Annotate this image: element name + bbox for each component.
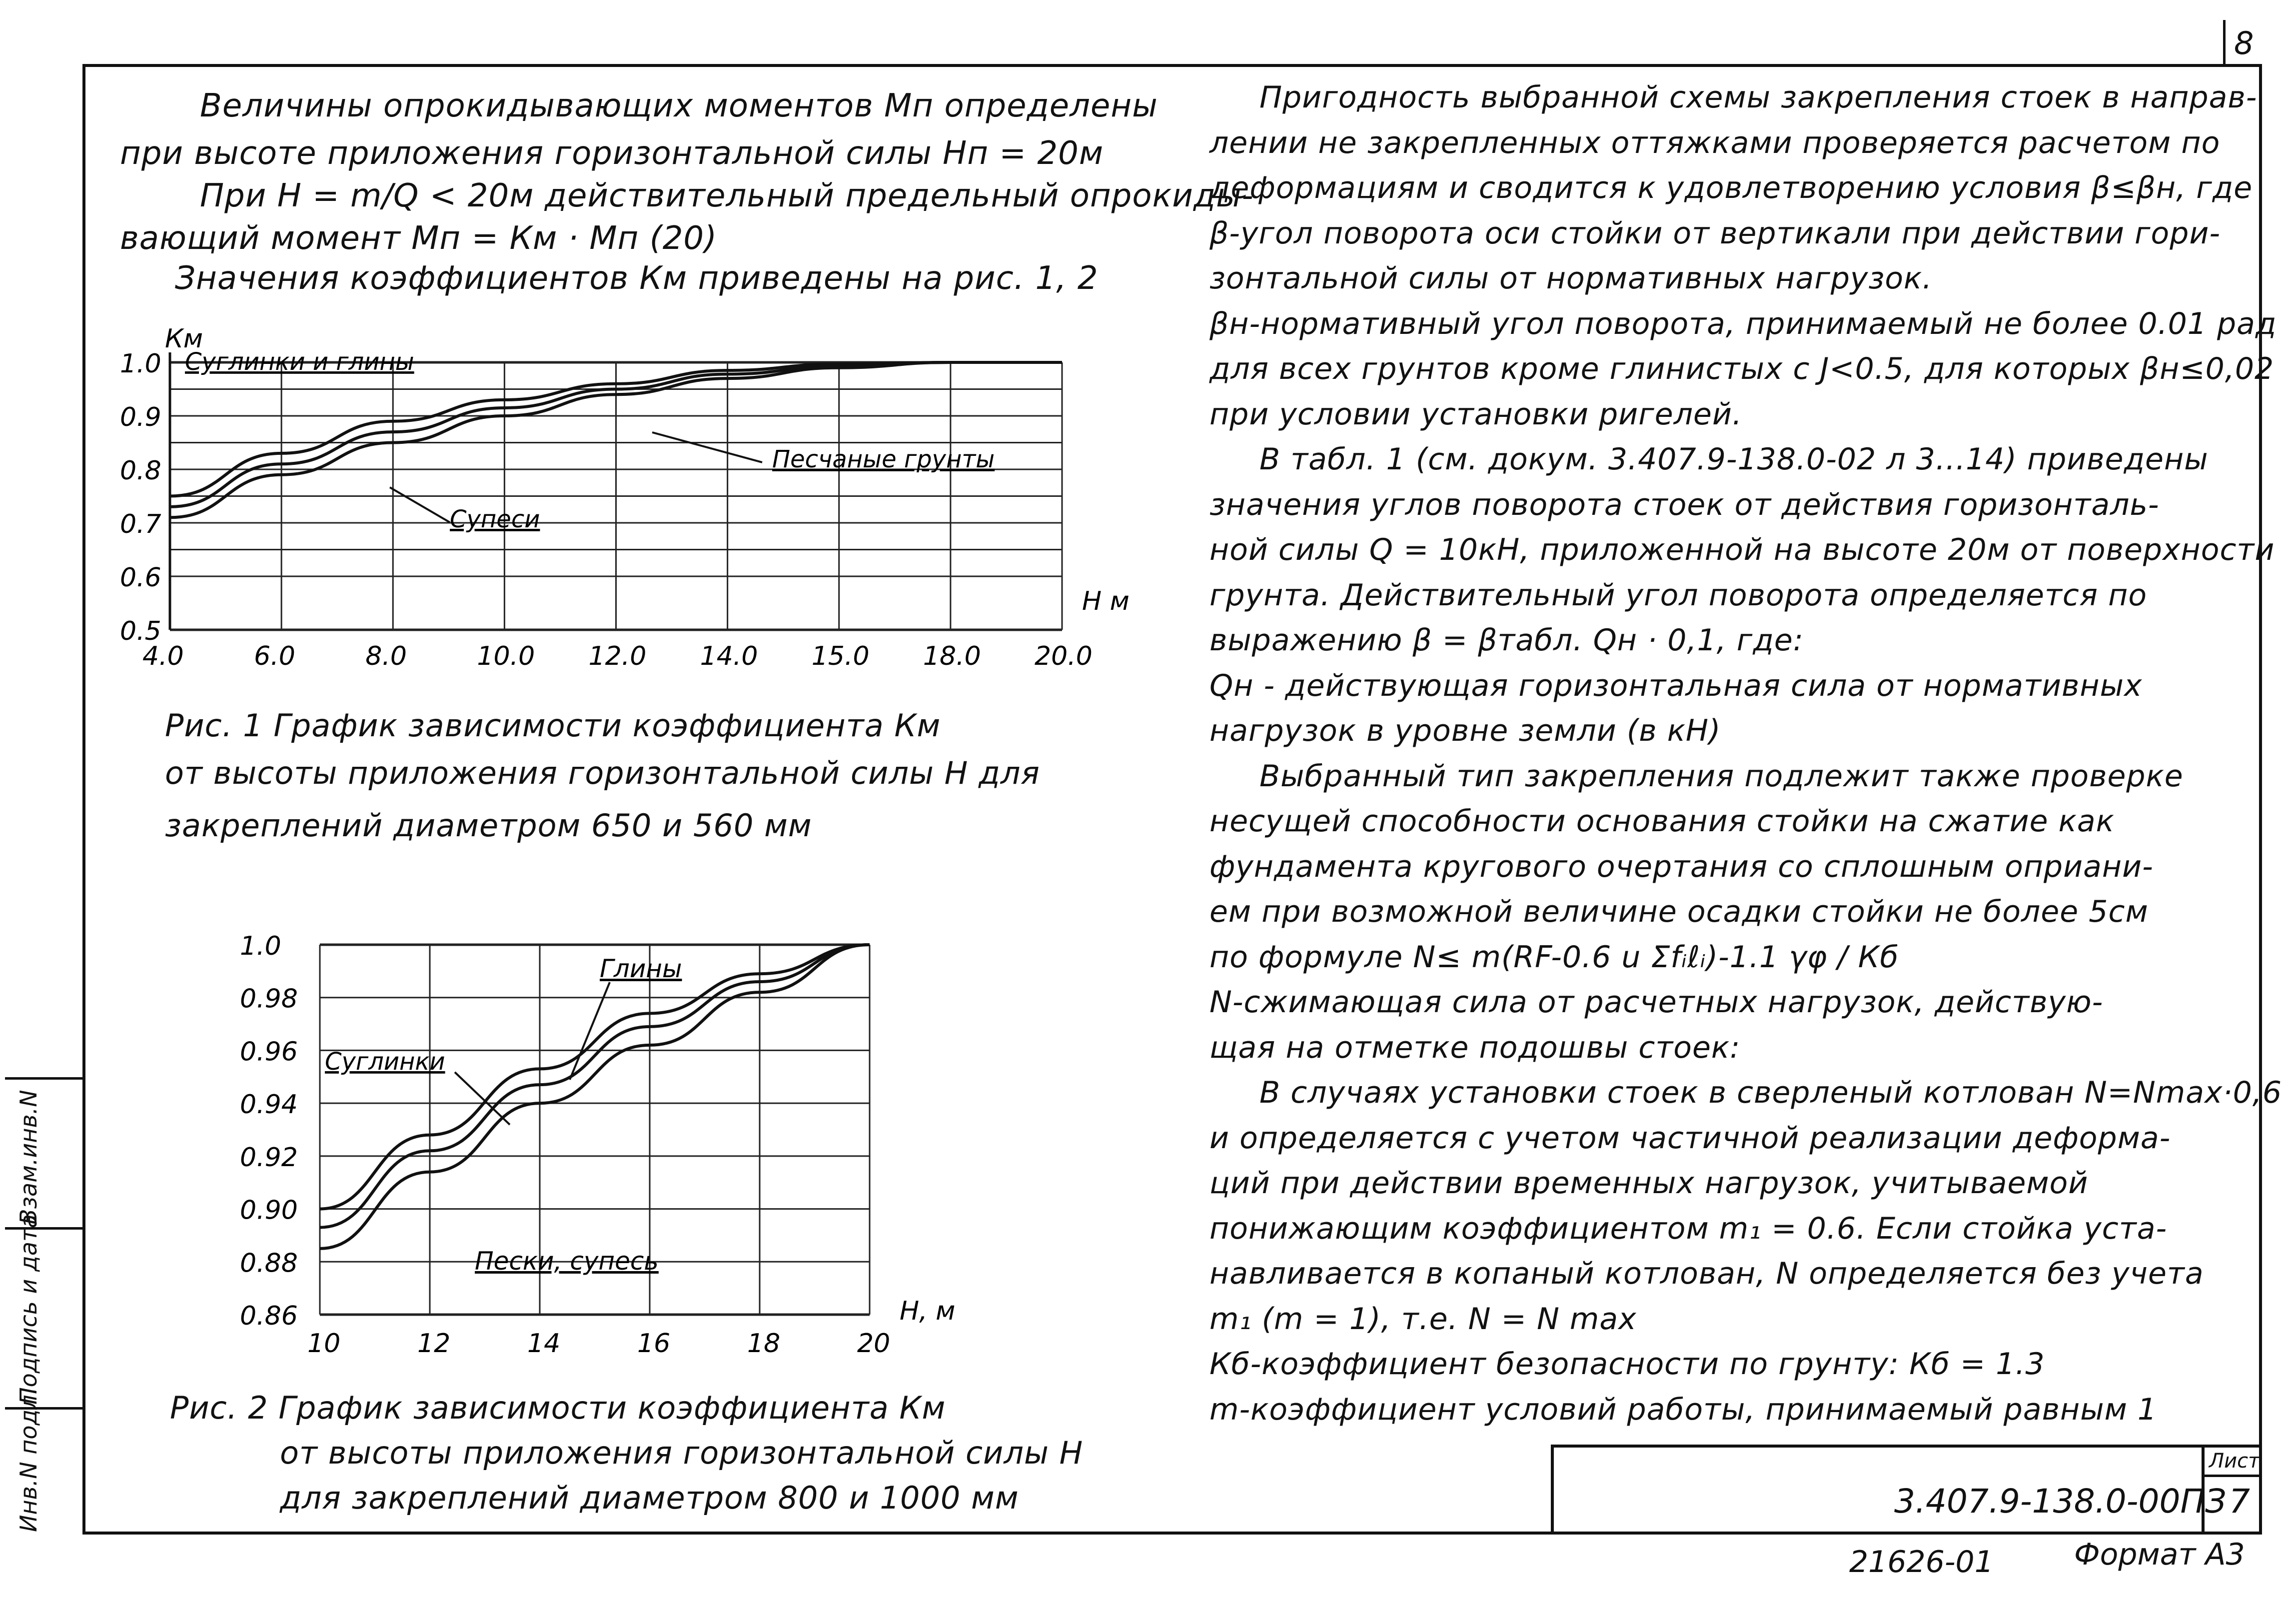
right-text-line-27: навливается в копаный котлован, N определяется без учета	[1209, 1256, 2204, 1291]
right-text-line-17: несущей способности основания стойки на сжатие как	[1209, 804, 2115, 839]
side-cell-replacement	[5, 1077, 82, 1227]
chart2-ytick-label: 0.86	[240, 1301, 298, 1331]
right-text-line-30: m-коэффициент условий работы, принимаемый равным 1	[1209, 1392, 2158, 1427]
sheet-number: 7	[2229, 1482, 2250, 1521]
chart1-xtick-label: 15.0	[811, 641, 870, 671]
chart2-xtick-label: 16	[637, 1329, 671, 1359]
chart1-ytick-label: 0.6	[120, 563, 161, 593]
right-text-line-28: m₁ (m = 1), т.е. N = N max	[1209, 1301, 1637, 1337]
right-text-line-19: ем при возможной величине осадки стойки не более 5см	[1209, 894, 2149, 929]
left-text-line-1: Величины опрокидывающих моментов Мп определены	[200, 87, 1158, 124]
chart1-xtick-label: 18.0	[923, 641, 981, 671]
chart1-xtick-label: 12.0	[588, 641, 647, 671]
chart2-ytick-label: 1.0	[240, 931, 281, 961]
chart1-ytick-label: 0.8	[120, 456, 161, 486]
fig1-caption-line-1: Рис. 1 График зависимости коэффициента Км	[165, 707, 941, 744]
right-text-line-18: фундамента кругового очертания со сплошным оприани-	[1209, 849, 2154, 884]
document-code: 3.407.9-138.0-00ПЗ	[1894, 1482, 2227, 1521]
right-text-line-10: значения углов поворота стоек от действия горизонталь-	[1209, 487, 2160, 522]
chart2-xtick-label: 10	[307, 1329, 341, 1359]
chart2-xtick-label: 18	[747, 1329, 781, 1359]
side-label-inventory: Инв.N подл.	[15, 1387, 42, 1532]
chart2-ytick-label: 0.98	[240, 984, 298, 1014]
chart-km-800-1000	[220, 920, 1040, 1360]
chart1-xlabel: Н м	[1082, 586, 1130, 616]
chart1-series-leader-3	[390, 487, 450, 522]
chart2-ytick-label: 0.94	[240, 1090, 298, 1120]
chart1-ytick-label: 0.7	[120, 509, 161, 539]
right-text-line-24: и определяется с учетом частичной реализации деформа-	[1209, 1120, 2171, 1156]
chart2-series-label-1: Глины	[600, 954, 682, 983]
chart1-xtick-label: 4.0	[142, 641, 184, 671]
left-text-line-2: при высоте приложения горизонтальной силы Нп = 20м	[120, 135, 1104, 172]
chart2-xtick-label: 14	[527, 1329, 561, 1359]
chart2-ytick-label: 0.92	[240, 1142, 298, 1173]
chart1-ytick-label: 0.5	[120, 616, 161, 646]
chart2-series-line-3	[320, 945, 870, 1249]
fig2-caption-line-1: Рис. 2 График зависимости коэффициента Км	[170, 1390, 946, 1426]
paper-format: Формат А3	[2074, 1537, 2245, 1572]
chart2-xtick-label: 12	[417, 1329, 451, 1359]
chart1-xtick-label: 10.0	[477, 641, 535, 671]
right-text-line-13: выражению β = βтабл. Qн · 0,1, где:	[1209, 623, 1804, 658]
chart2-xlabel: Н, м	[900, 1296, 956, 1326]
chart-km-650-560	[100, 320, 1174, 680]
right-text-line-4: β-угол поворота оси стойки от вертикали при действии гори-	[1209, 215, 2221, 251]
right-text-line-7: для всех грунтов кроме глинистых с J<0.5, для которых βн≤0,02	[1209, 351, 2275, 386]
title-block-sheet-divider	[2202, 1475, 2262, 1477]
fig2-caption-line-3: для закреплений диаметром 800 и 1000 мм	[280, 1480, 1019, 1516]
corner-divider	[2223, 20, 2226, 65]
fig1-caption-line-3: закреплений диаметром 650 и 560 мм	[165, 807, 812, 844]
chart2-ytick-label: 0.96	[240, 1037, 298, 1067]
chart1-series-label-3: Супеси	[450, 505, 540, 533]
right-text-line-8: при условии установки ригелей.	[1209, 396, 1743, 432]
right-text-line-9: В табл. 1 (см. докум. 3.407.9-138.0-02 л 3...14) приведены	[1259, 442, 2209, 477]
right-text-line-26: понижающим коэффициентом m₁ = 0.6. Если стойка уста-	[1209, 1211, 2168, 1246]
right-text-line-21: N-сжимающая сила от расчетных нагрузок, действую-	[1209, 985, 2104, 1020]
chart1-ytick-label: 1.0	[120, 349, 161, 379]
sheet-corner-number: 8	[2234, 25, 2254, 61]
chart1-ylabel: Км	[165, 324, 203, 354]
side-cell-inventory	[5, 1387, 82, 1535]
chart2-ytick-label: 0.90	[240, 1195, 298, 1226]
chart2-xtick-label: 20	[857, 1329, 891, 1359]
chart2-series-line-1	[320, 945, 870, 1209]
side-label-signature: Подпись и дата	[15, 1214, 42, 1405]
right-text-line-11: ной силы Q = 10кН, приложенной на высоте 20м от поверхности	[1209, 532, 2275, 567]
inventory-number: 21626-01	[1849, 1545, 1994, 1580]
chart1-series-label-1: Суглинки и глины	[185, 348, 414, 376]
chart2-series-label-3: Пески, супесь	[475, 1247, 659, 1276]
chart1-series-label-2: Песчаные грунты	[772, 445, 995, 473]
chart1-xtick-label: 8.0	[365, 641, 407, 671]
right-text-line-5: зонтальной силы от нормативных нагрузок.	[1209, 261, 1933, 296]
left-text-line-5: Значения коэффициентов Км приведены на рис. 1, 2	[175, 260, 1099, 297]
right-text-line-23: В случаях установки стоек в сверленый котлован N=Nmax·0,6	[1259, 1075, 2283, 1110]
chart1-xtick-label: 20.0	[1035, 641, 1093, 671]
chart2-series-label-2: Суглинки	[325, 1048, 445, 1076]
chart1-ytick-label: 0.9	[120, 402, 161, 432]
right-text-line-20: по формуле N≤ m(RF-0.6 u Σfᵢℓᵢ)-1.1 γφ / Кб	[1209, 939, 1899, 975]
left-text-line-4: вающий момент Мп = Км · Мп (20)	[120, 220, 718, 257]
chart2-ytick-label: 0.88	[240, 1248, 298, 1279]
fig2-caption-line-2: от высоты приложения горизонтальной силы Н	[280, 1435, 1084, 1471]
chart1-xtick-label: 14.0	[700, 641, 758, 671]
sheet-label: Лист	[2209, 1450, 2260, 1473]
right-text-line-6: βн-нормативный угол поворота, принимаемый не более 0.01 рад	[1209, 306, 2277, 341]
right-text-line-12: грунта. Действительный угол поворота определяется по	[1209, 577, 2148, 613]
side-label-replacement: Взам.инв.N	[15, 1090, 42, 1225]
chart1-xtick-label: 6.0	[254, 641, 295, 671]
fig1-caption-line-2: от высоты приложения горизонтальной силы Н для	[165, 755, 1040, 791]
right-text-line-2: лении не закрепленных оттяжками проверяется расчетом по	[1209, 125, 2221, 160]
side-signature-strip	[5, 1077, 82, 1535]
right-text-line-29: Кб-коэффициент безопасности по грунту: Кб = 1.3	[1209, 1347, 2045, 1382]
right-text-line-14: Qн - действующая горизонтальная сила от нормативных	[1209, 668, 2143, 703]
right-text-line-3: деформациям и сводится к удовлетворению условия β≤βн, где	[1209, 170, 2253, 205]
left-text-line-3: При Н = m/Q < 20м действительный предельный опрокиды-	[200, 177, 1254, 214]
side-cell-signature	[5, 1214, 82, 1407]
right-text-line-16: Выбранный тип закрепления подлежит также проверке	[1259, 758, 2184, 794]
right-text-line-22: щая на отметке подошвы стоек:	[1209, 1030, 1741, 1065]
right-text-line-25: ций при действии временных нагрузок, учитываемой	[1209, 1166, 2089, 1201]
right-text-line-1: Пригодность выбранной схемы закрепления стоек в направ-	[1259, 80, 2258, 115]
right-text-line-15: нагрузок в уровне земли (в кН)	[1209, 713, 1721, 748]
chart1-series-leader-2	[652, 432, 762, 462]
